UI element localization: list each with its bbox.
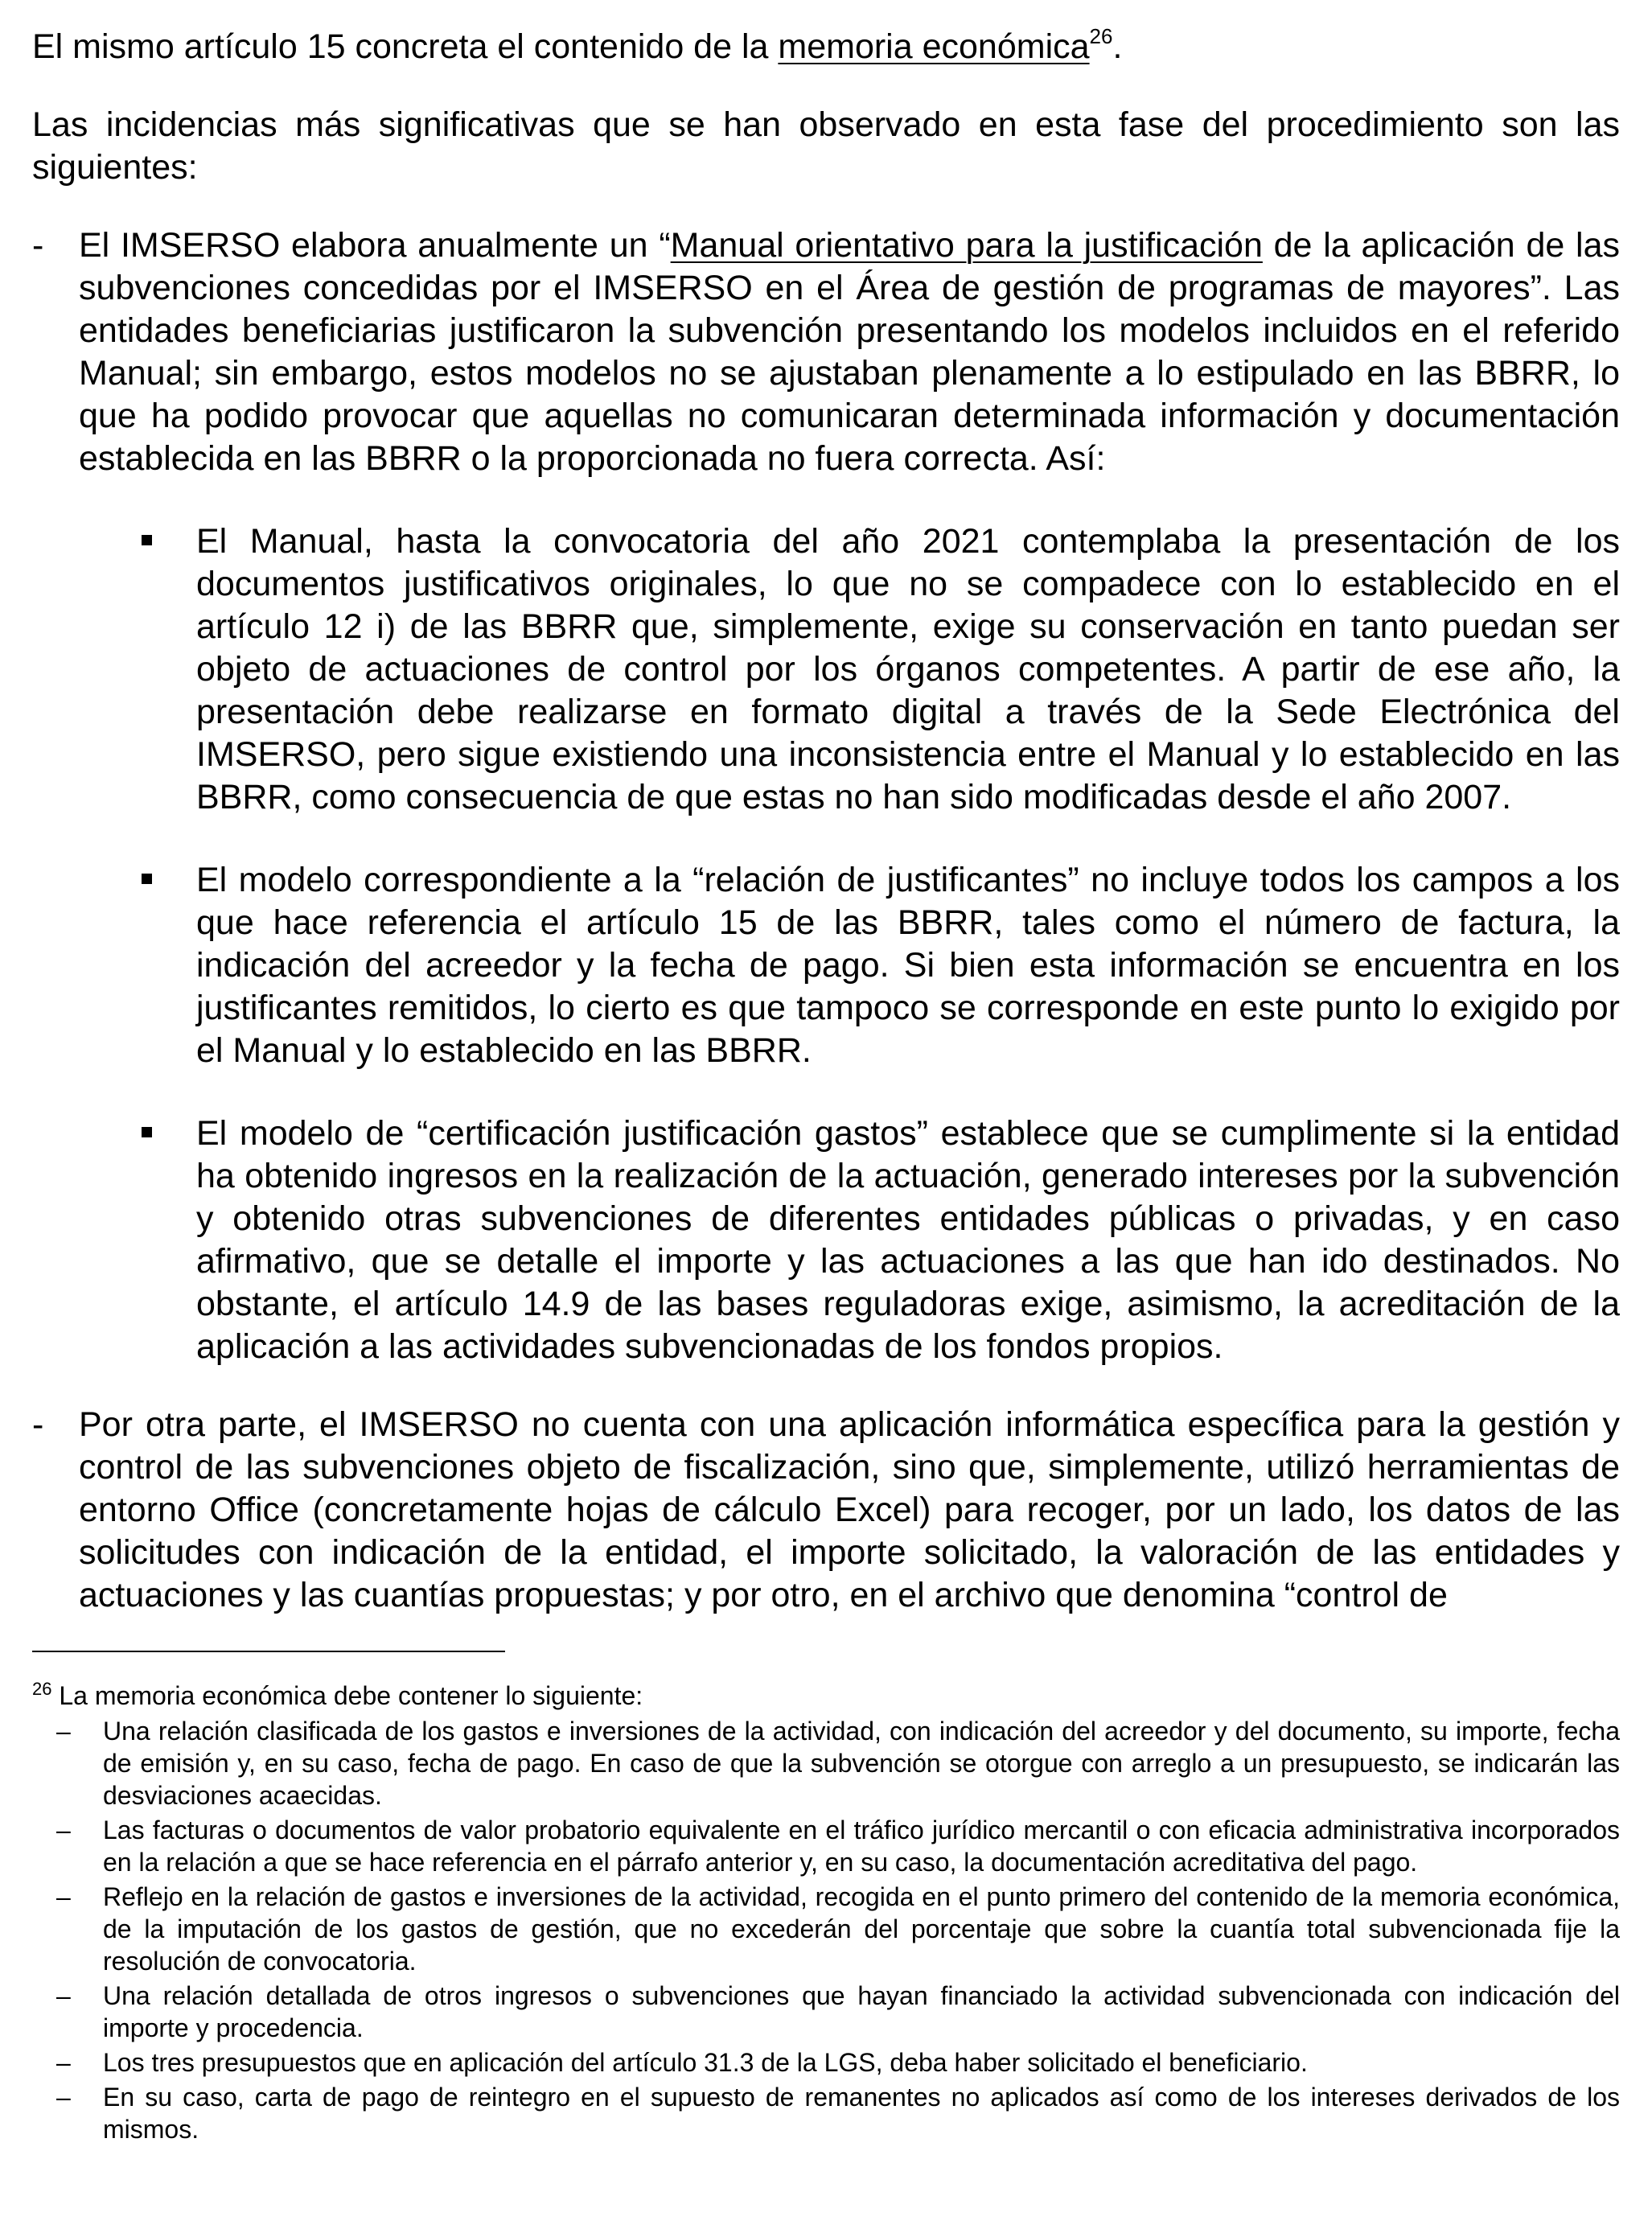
bullet-text: El modelo de “certificación justificación gastos” establece que se cumplimente si la entidad ha obtenido ingresos en la realización de la actuación, generado intereses por la subvención y obtenido otras subvenciones de diferentes entidades públicas o privadas, y en caso afirmativo, que se detalle el importe y las actuaciones a las que han ido destinados. No obstante, el artículo 14.9 de las bases reguladoras exige, asimismo, la acreditación de la aplicación a las actividades subvencionadas de los fondos propios. bbox=[196, 1114, 1620, 1366]
incidence-item-manual bbox=[32, 224, 1620, 1368]
footnote-item-text: Reflejo en la relación de gastos e inversiones de la actividad, recogida en el punto primero del contenido de la memoria económica, de la imputación de los gastos de gestión, que no excederán del porcentaje que sobre la cuantía total subvencionada fije la resolución de convocatoria. bbox=[103, 1882, 1620, 1976]
footnote-item-text: En su caso, carta de pago de reintegro en el supuesto de remanentes no aplicados así como de los intereses derivados de los mismos. bbox=[103, 2083, 1620, 2144]
footnote-list-item bbox=[32, 1814, 1620, 1878]
dash-marker: - bbox=[32, 226, 44, 265]
dash-marker: – bbox=[56, 2083, 71, 2112]
lead-paragraph: Las incidencias más significativas que se han observado en esta fase del procedimiento son las siguientes: bbox=[32, 105, 1620, 187]
dash-marker: – bbox=[56, 1717, 71, 1746]
bullet-item bbox=[79, 859, 1620, 1072]
manual-bullet-list bbox=[79, 520, 1620, 1368]
manual-title: Manual orientativo para la justificación bbox=[670, 226, 1263, 265]
footnote-item-text: Los tres presupuestos que en aplicación del artículo 31.3 de la LGS, deba haber solicitado el beneficiario. bbox=[103, 2048, 1308, 2077]
document-page bbox=[32, 26, 1620, 2145]
incidence-item-software-text: Por otra parte, el IMSERSO no cuenta con una aplicación informática específica para la gestión y control de las subvenciones objeto de fiscalización, sino que, simplemente, utilizó herramientas de entorno Office (concretamente hojas de cálculo Excel) para recoger, por un lado, los datos de las solicitudes con indicación de la entidad, el importe solicitado, la valoración de las entidades y actuaciones y las cuantías propuestas; y por otro, en el archivo que denomina “control de bbox=[79, 1405, 1620, 1614]
dash-marker: – bbox=[56, 2048, 71, 2077]
dash-marker: - bbox=[32, 1405, 44, 1444]
bullet-text: El Manual, hasta la convocatoria del año 2021 contemplaba la presentación de los documentos justificativos originales, lo que no se compadece con lo establecido en el artículo 12 i) de las BBRR que, simplemente, exige su conservación en tanto puedan ser objeto de actuaciones de control por los órganos competentes. A partir de ese año, la presentación debe realizarse en formato digital a través de la Sede Electrónica del IMSERSO, pero sigue existiendo una inconsistencia entre el Manual y lo establecido en las BBRR, como consecuencia de que estas no han sido modificadas desde el año 2007. bbox=[196, 522, 1620, 816]
dash-marker: – bbox=[56, 1816, 71, 1844]
footnote-list-item bbox=[32, 1881, 1620, 1977]
square-bullet-icon bbox=[142, 535, 152, 545]
footnote-list-item bbox=[32, 2046, 1620, 2079]
footnote-item-text: Una relación clasificada de los gastos e inversiones de la actividad, con indicación del acreedor y del documento, su importe, fecha de emisión y, en su caso, fecha de pago. En caso de que la subvención se otorgue con arreglo a un presupuesto, se indicarán las desviaciones acaecidas. bbox=[103, 1717, 1620, 1810]
footnote-list-item bbox=[32, 1715, 1620, 1811]
square-bullet-icon bbox=[142, 1127, 152, 1137]
footnote-item-text: Las facturas o documentos de valor probatorio equivalente en el tráfico jurídico mercantil o con eficacia administrativa incorporados en la relación a que se hace referencia en el párrafo anterior y, en su caso, la documentación acreditativa del pago. bbox=[103, 1816, 1620, 1877]
footnote-title bbox=[32, 1680, 1620, 1712]
main-text bbox=[32, 26, 1620, 1617]
footnote-list-item bbox=[32, 2081, 1620, 2145]
bullet-item bbox=[79, 520, 1620, 819]
memoria-economica-term: memoria económica bbox=[778, 27, 1090, 66]
footnote-ref-26[interactable]: 26 bbox=[1089, 24, 1113, 48]
footnote-number: 26 bbox=[32, 1679, 52, 1699]
footnote-list bbox=[32, 1715, 1620, 2145]
square-bullet-icon bbox=[142, 874, 152, 884]
bullet-text: El modelo correspondiente a la “relación de justificantes” no incluye todos los campos a los que hace referencia el artículo 15 de las BBRR, tales como el número de factura, la indicación del acreedor y la fecha de pago. Si bien esta información se encuentra en los justificantes remitidos, lo cierto es que tampoco se corresponde en este punto lo exigido por el Manual y lo establecido en las BBRR. bbox=[196, 861, 1620, 1070]
incidence-item-software bbox=[32, 1404, 1620, 1617]
incidence-item-manual-text bbox=[79, 224, 1620, 480]
item1-text-start: El IMSERSO elabora anualmente un “ bbox=[79, 226, 671, 265]
bullet-item bbox=[79, 1112, 1620, 1368]
footnote-26 bbox=[32, 1680, 1620, 2145]
item1-text-rest: de la aplicación de las subvenciones concedidas por el IMSERSO en el Área de gestión de programas de mayores”. Las entidades beneficiarias justificaron la subvención presentando los modelos incluidos en el referido Manual; sin embargo, estos modelos no se ajustaban plenamente a lo estipulado en las BBRR, lo que ha podido provocar que aquellas no comunicaran determinada información y documentación establecida en las BBRR o la proporcionada no fuera correcta. Así: bbox=[79, 226, 1620, 478]
intro-end: . bbox=[1112, 27, 1123, 66]
intro-paragraph bbox=[32, 26, 1620, 68]
dash-marker: – bbox=[56, 1882, 71, 1911]
footnote-item-text: Una relación detallada de otros ingresos o subvenciones que hayan financiado la actividad subvencionada con indicación del importe y procedencia. bbox=[103, 1981, 1620, 2042]
footnote-list-item bbox=[32, 1980, 1620, 2044]
intro-text: El mismo artículo 15 concreta el contenido de la bbox=[32, 27, 779, 66]
footnote-title-text: La memoria económica debe contener lo siguiente: bbox=[51, 1681, 643, 1710]
footnote-separator bbox=[32, 1651, 505, 1652]
dash-marker: – bbox=[56, 1981, 71, 2010]
